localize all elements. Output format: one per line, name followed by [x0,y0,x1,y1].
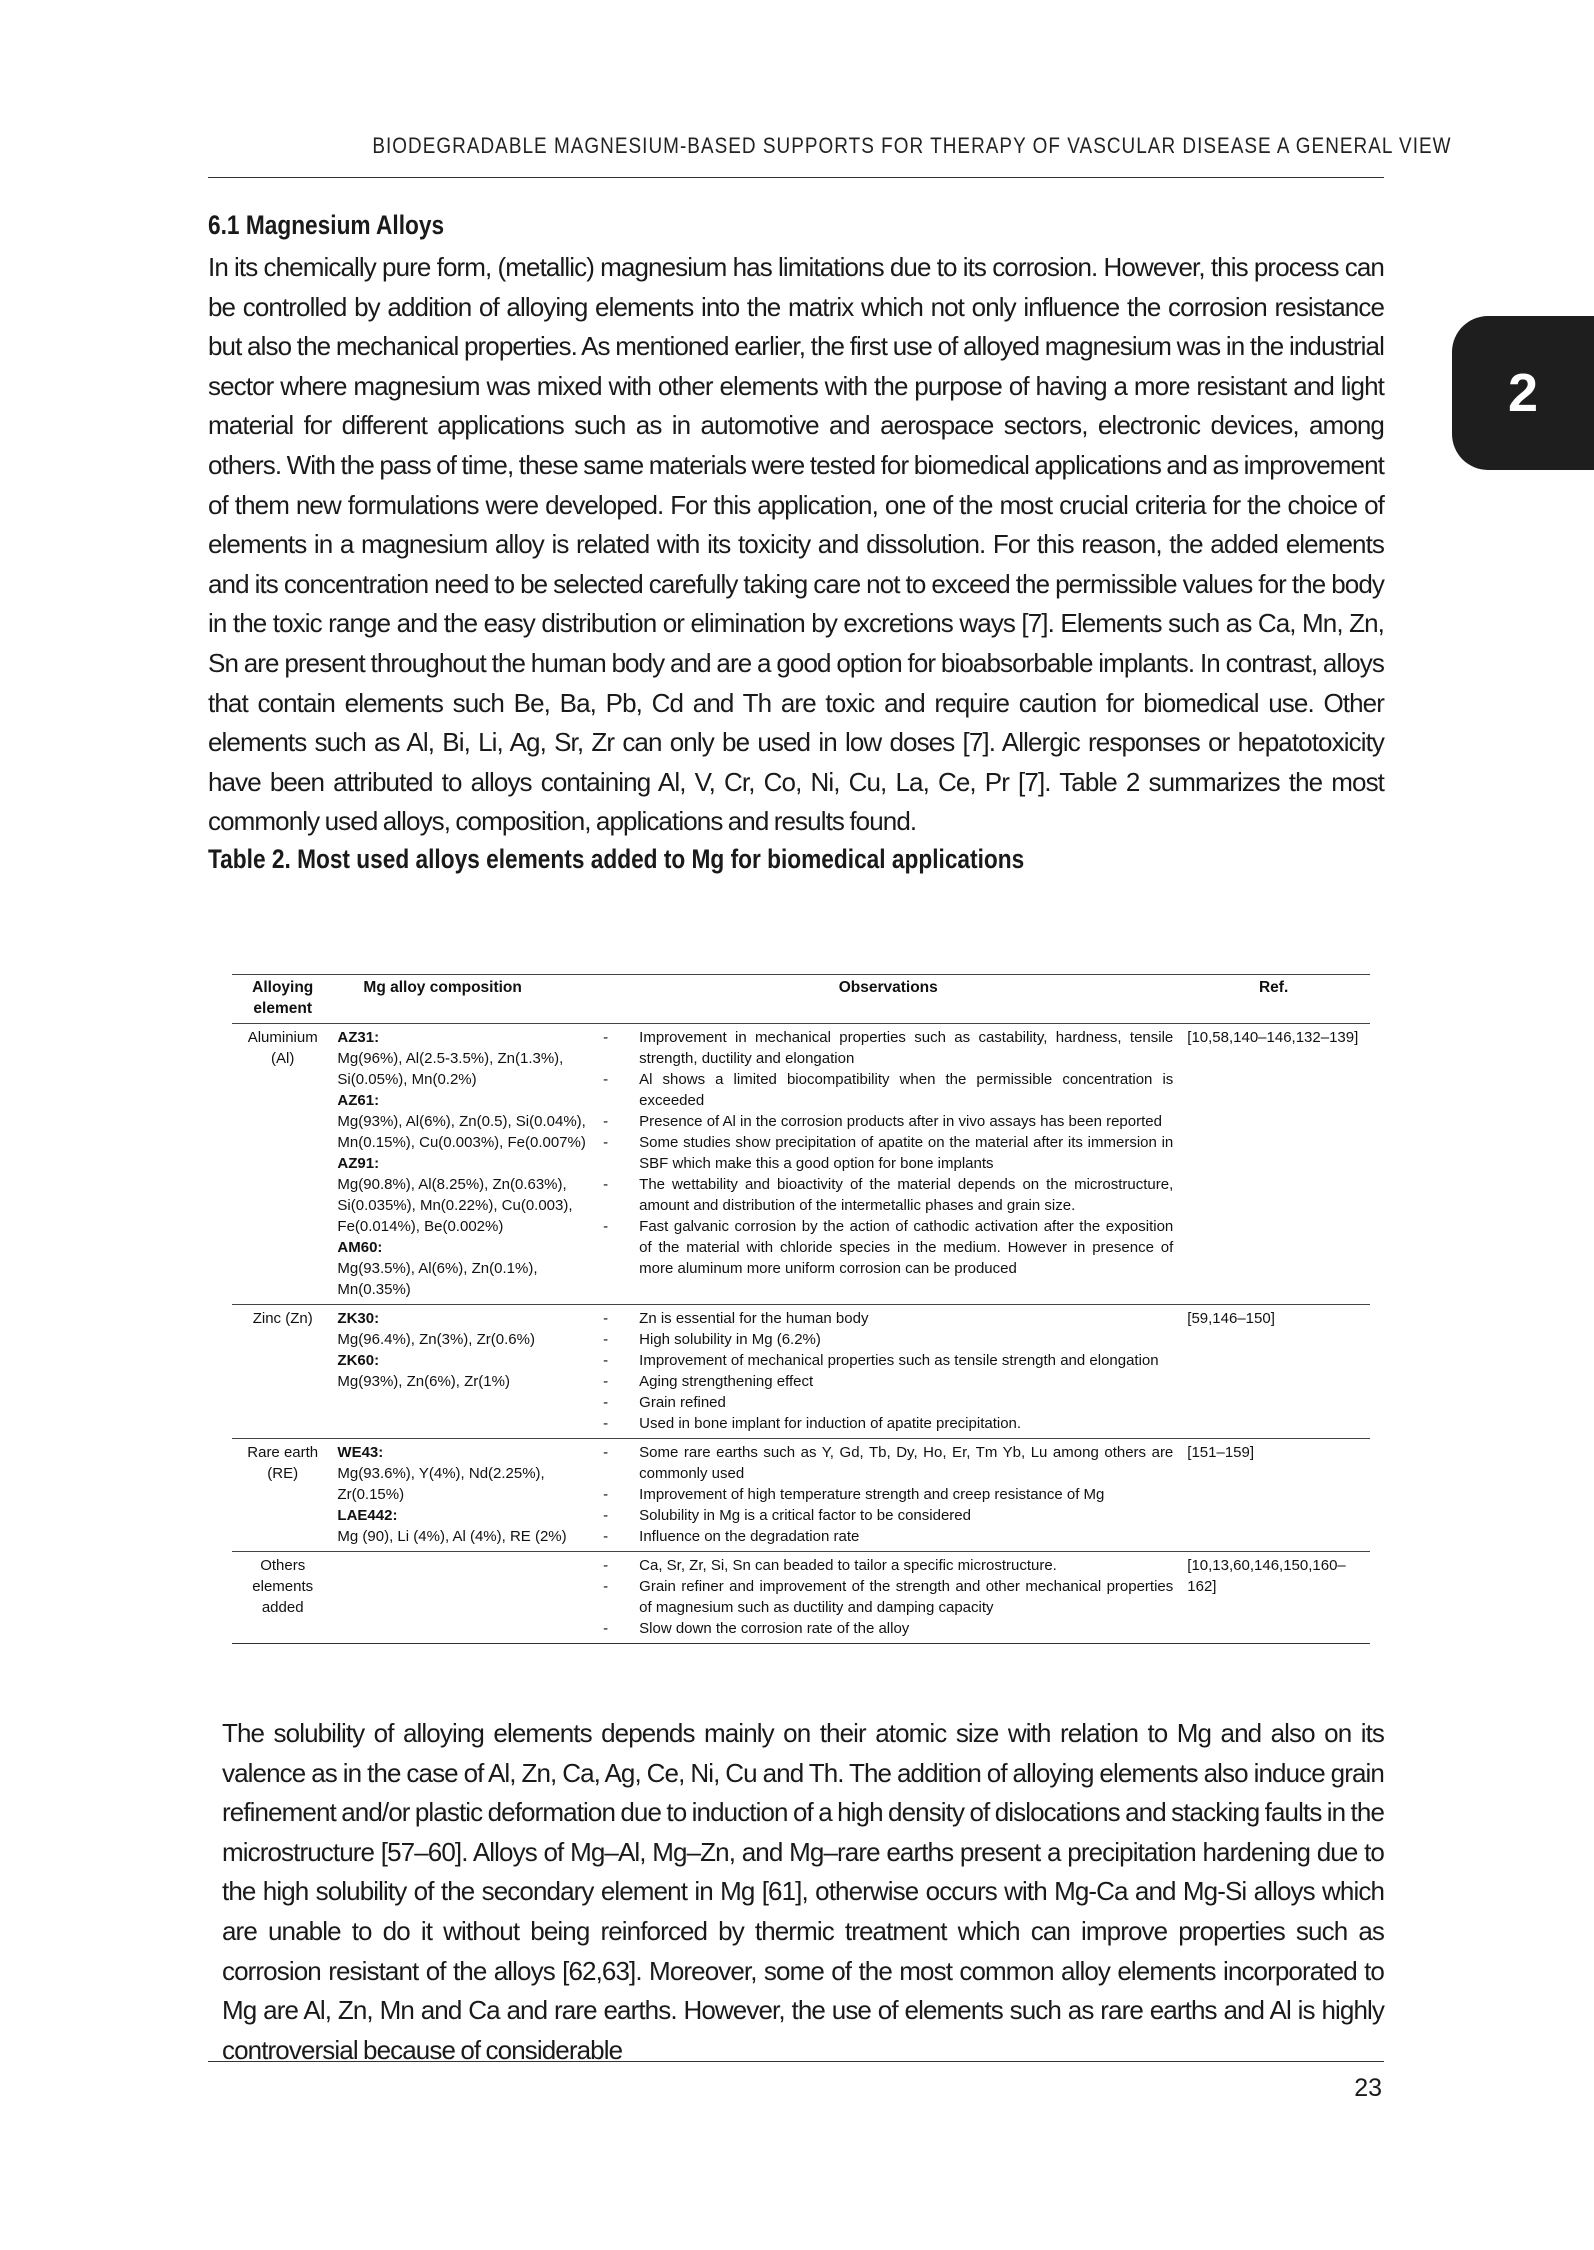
chapter-tab: 2 [1452,316,1594,470]
alloy-composition: Mg(93%), Al(6%), Zn(0.5), Si(0.04%), Mn(0.15%), Cu(0.003%), Fe(0.007%) [337,1113,586,1151]
alloy-name: AZ61: [337,1092,380,1109]
alloy-composition: Mg (90), Li (4%), Al (4%), RE (2%) [337,1528,567,1545]
reference-cell: [10,13,60,146,150,160–162] [1187,1557,1346,1595]
alloy-name: ZK60: [337,1352,380,1369]
header-observations: Observations [599,975,1177,1024]
header-ref: Ref. [1177,975,1370,1024]
reference-cell: [10,58,140–146,132–139] [1187,1029,1359,1046]
alloy-composition: Mg(93.5%), Al(6%), Zn(0.1%), Mn(0.35%) [337,1260,538,1298]
paragraph-1: In its chemically pure form, (metallic) magnesium has limitations due to its corrosion. However, this process can be controlled by addition of alloying elements into the matrix which not only influence the corrosion resistance but also the mechanical properties. As mentioned earlier, the first use of alloyed magnesium was in the industrial sector where magnesium was mixed with other elements with the purpose of having a more resistant and light material for different applications such as in automotive and aerospace sectors, electronic devices, among others. With the pass of time, these same materials were tested for biomedical applications and as improvement of them new formulations were developed. For this application, one of the most crucial criteria for the choice of elements in a magnesium alloy is related with its toxicity and dissolution. For this reason, the added elements and its concentration need to be selected carefully taking care not to exceed the permissible values for the body in the toxic range and the easy distribution or elimination by excretions ways [7]. Elements such as Ca, Mn, Zn, Sn are present throughout the human body and are a good option for bioabsorbable implants. In contrast, alloys that contain elements such Be, Ba, Pb, Cd and Th are toxic and require caution for biomedical use. Other elements such as Al, Bi, Li, Ag, Sr, Zr can only be used in low doses [7]. Allergic responses or hepatotoxicity have been attributed to alloys containing Al, V, Cr, Co, Ni, Cu, La, Ce, Pr [7]. Table 2 summarizes the most commonly used alloys, composition, applications and results found. [208,252,1384,837]
table-row [232,1439,1370,1552]
page-number: 23 [1354,2074,1382,2102]
header-rule [208,177,1384,178]
alloy-name: AZ31: [337,1029,380,1046]
header-element: Alloying element [232,975,333,1024]
composition-cell [333,1552,599,1644]
observations-list [603,1027,1173,1279]
observation-item: - Improvement in mechanical properties such as castability, hardness, tensile strength, ductility and elongation [603,1027,1173,1069]
observation-item: - Slow down the corrosion rate of the alloy [603,1618,1173,1639]
table-row [232,1305,1370,1439]
observation-item: - Some studies show precipitation of apatite on the material after its immersion in SBF which make this a good option for bone implants [603,1132,1173,1174]
composition-cell [333,1305,599,1439]
table-header-row [232,975,1370,1024]
observations-cell [599,1439,1177,1552]
reference-cell: [59,146–150] [1187,1310,1275,1327]
observations-list [603,1555,1173,1639]
observation-item: - Grain refined [603,1392,1173,1413]
alloy-name: AZ91: [337,1155,380,1172]
table-caption: Table 2. Most used alloys elements added to Mg for biomedical applications [208,844,1025,874]
observations-list [603,1442,1173,1547]
alloy-composition: Mg(96%), Al(2.5-3.5%), Zn(1.3%), Si(0.05%), Mn(0.2%) [337,1050,564,1088]
alloy-name: WE43: [337,1444,384,1461]
observations-cell [599,1024,1177,1305]
observation-item: - Used in bone implant for induction of apatite precipitation. [603,1413,1173,1434]
observations-cell [599,1305,1177,1439]
alloy-name: ZK30: [337,1310,380,1327]
observation-item: - Zn is essential for the human body [603,1308,1173,1329]
table-row [232,1024,1370,1305]
section-title: 6.1 Magnesium Alloys [208,210,445,240]
table-body [232,1024,1370,1644]
alloy-composition: Mg(90.8%), Al(8.25%), Zn(0.63%), Si(0.035%), Mn(0.22%), Cu(0.003), Fe(0.014%), Be(0.002%) [337,1176,573,1235]
alloying-element-cell: Others elements added [252,1557,314,1616]
observation-item: - Improvement of mechanical properties such as tensile strength and elongation [603,1350,1173,1371]
observation-item: - Influence on the degradation rate [603,1526,1173,1547]
alloying-element-cell: Rare earth (RE) [247,1444,319,1482]
observation-item: - The wettability and bioactivity of the material depends on the microstructure, amount and distribution of the intermetallic phases and grain size. [603,1174,1173,1216]
composition-cell [333,1024,599,1305]
alloying-element-cell: Aluminium (Al) [247,1029,318,1067]
alloying-element-cell: Zinc (Zn) [252,1310,313,1327]
alloy-composition: Mg(93%), Zn(6%), Zr(1%) [337,1373,510,1390]
observation-item: - Solubility in Mg is a critical factor to be considered [603,1505,1173,1526]
alloy-table [232,974,1370,1644]
reference-cell: [151–159] [1187,1444,1255,1461]
composition-cell [333,1439,599,1552]
observation-item: - Ca, Sr, Zr, Si, Sn can beaded to tailor a specific microstructure. [603,1555,1173,1576]
observation-item: - Presence of Al in the corrosion products after in vivo assays has been reported [603,1111,1173,1132]
observation-item: - Grain refiner and improvement of the strength and other mechanical properties of magnesium such as ductility and damping capacity [603,1576,1173,1618]
observations-list [603,1308,1173,1434]
observation-item: - Al shows a limited biocompatibility when the permissible concentration is exceeded [603,1069,1173,1111]
table-row [232,1552,1370,1644]
observation-item: - Improvement of high temperature strength and creep resistance of Mg [603,1484,1173,1505]
observation-item: - High solubility in Mg (6.2%) [603,1329,1173,1350]
alloy-composition: Mg(93.6%), Y(4%), Nd(2.25%), Zr(0.15%) [337,1465,545,1503]
observation-item: - Fast galvanic corrosion by the action of cathodic activation after the exposition of the material with chloride species in the medium. However in presence of more aluminum more uniform corrosion can be produced [603,1216,1173,1279]
running-header: BIODEGRADABLE MAGNESIUM-BASED SUPPORTS FOR THERAPY OF VASCULAR DISEASE A GENERAL VIEW [372,133,1452,158]
header-composition: Mg alloy composition [333,975,599,1024]
observations-cell [599,1552,1177,1644]
alloy-name: LAE442: [337,1507,398,1524]
observation-item: - Some rare earths such as Y, Gd, Tb, Dy, Ho, Er, Tm Yb, Lu among others are commonly used [603,1442,1173,1484]
observation-item: - Aging strengthening effect [603,1371,1173,1392]
paragraph-2: The solubility of alloying elements depends mainly on their atomic size with relation to Mg and also on its valence as in the case of Al, Zn, Ca, Ag, Ce, Ni, Cu and Th. The addition of alloying elements also induce grain refinement and/or plastic deformation due to induction of a high density of dislocations and stacking faults in the microstructure [57–60]. Alloys of Mg–Al, Mg–Zn, and Mg–rare earths present a precipitation hardening due to the high solubility of the secondary element in Mg [61], otherwise occurs with Mg-Ca and Mg-Si alloys which are unable to do it without being reinforced by thermic treatment which can improve properties such as corrosion resistant of the alloys [62,63]. Moreover, some of the most common alloy elements incorporated to Mg are Al, Zn, Mn and Ca and rare earths. However, the use of elements such as rare earths and Al is highly controversial because of considerable [222,1718,1384,2065]
alloy-name: AM60: [337,1239,383,1256]
alloy-composition: Mg(96.4%), Zn(3%), Zr(0.6%) [337,1331,535,1348]
footer-rule [208,2061,1384,2062]
